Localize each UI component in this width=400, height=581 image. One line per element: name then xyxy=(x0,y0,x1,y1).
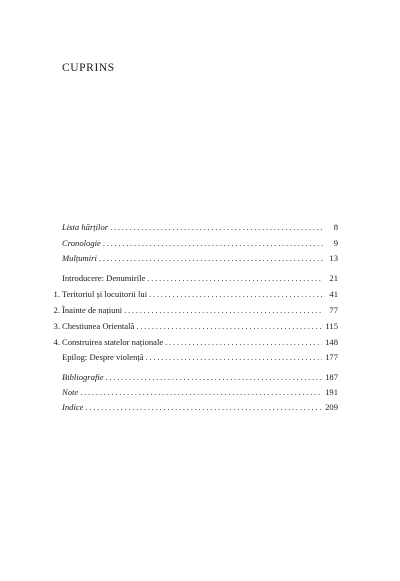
page-title: CUPRINS xyxy=(62,62,115,74)
leader-dots xyxy=(146,351,322,364)
toc-entry-chapter-3[interactable] xyxy=(53,320,338,333)
toc-entry-page: 41 xyxy=(329,289,338,299)
chapter-number: 3. xyxy=(53,321,60,331)
leader-dots xyxy=(110,221,323,234)
leader-dots xyxy=(106,371,323,384)
toc-entry-introduction[interactable] xyxy=(62,272,338,285)
leader-dots xyxy=(147,272,323,285)
leader-dots xyxy=(136,320,322,333)
toc-entry-chapter-1[interactable] xyxy=(53,288,338,301)
toc-entry-label: Lista hărților xyxy=(62,222,109,232)
leader-dots xyxy=(149,288,323,301)
chapter-number: 2. xyxy=(53,305,60,315)
leader-dots xyxy=(80,386,322,399)
toc-entry-index[interactable] xyxy=(62,401,338,414)
toc-entry-label: Epilog: Despre violență xyxy=(62,352,144,362)
toc-entry-page: 77 xyxy=(329,305,338,315)
toc-entry-epilogue[interactable] xyxy=(62,351,338,364)
toc-entry-label: Cronologie xyxy=(62,238,101,248)
toc-entry-page: 9 xyxy=(333,238,338,248)
toc-entry-notes[interactable] xyxy=(62,386,338,399)
toc-entry-list-of-maps[interactable] xyxy=(62,221,338,234)
toc-entry-label: Teritoriul și locuitorii lui xyxy=(62,289,148,299)
toc-entry-label: Bibliografie xyxy=(62,372,104,382)
toc-entry-page: 115 xyxy=(325,321,338,331)
toc-entry-label: Mulțumiri xyxy=(62,253,97,263)
leader-dots xyxy=(124,304,323,317)
leader-dots xyxy=(99,252,323,265)
toc-entry-page: 177 xyxy=(325,352,338,362)
leader-dots xyxy=(85,401,322,414)
chapter-number: 1. xyxy=(53,289,60,299)
leader-dots xyxy=(165,336,322,349)
leader-dots xyxy=(103,237,323,250)
toc-entry-label: Înainte de națiuni xyxy=(62,305,123,315)
toc-entry-label: Chestiunea Orientală xyxy=(62,321,135,331)
toc-entry-chapter-2[interactable] xyxy=(53,304,338,317)
chapter-number: 4. xyxy=(53,337,60,347)
toc-entry-page: 187 xyxy=(325,372,338,382)
toc-entry-page: 191 xyxy=(325,387,338,397)
toc-entry-chronology[interactable] xyxy=(62,237,338,250)
toc-entry-page: 13 xyxy=(329,253,338,263)
toc-entry-page: 8 xyxy=(333,222,338,232)
toc-entry-page: 148 xyxy=(325,337,338,347)
toc-entry-acknowledgements[interactable] xyxy=(62,252,338,265)
toc-entry-page: 21 xyxy=(329,273,338,283)
toc-entry-bibliography[interactable] xyxy=(62,371,338,384)
toc-entry-page: 209 xyxy=(325,402,338,412)
toc-entry-label: Construirea statelor naționale xyxy=(62,337,164,347)
toc-entry-label: Introducere: Denumirile xyxy=(62,273,146,283)
toc-entry-label: Indice xyxy=(62,402,84,412)
toc-entry-chapter-4[interactable] xyxy=(53,336,338,349)
toc-entry-label: Note xyxy=(62,387,79,397)
